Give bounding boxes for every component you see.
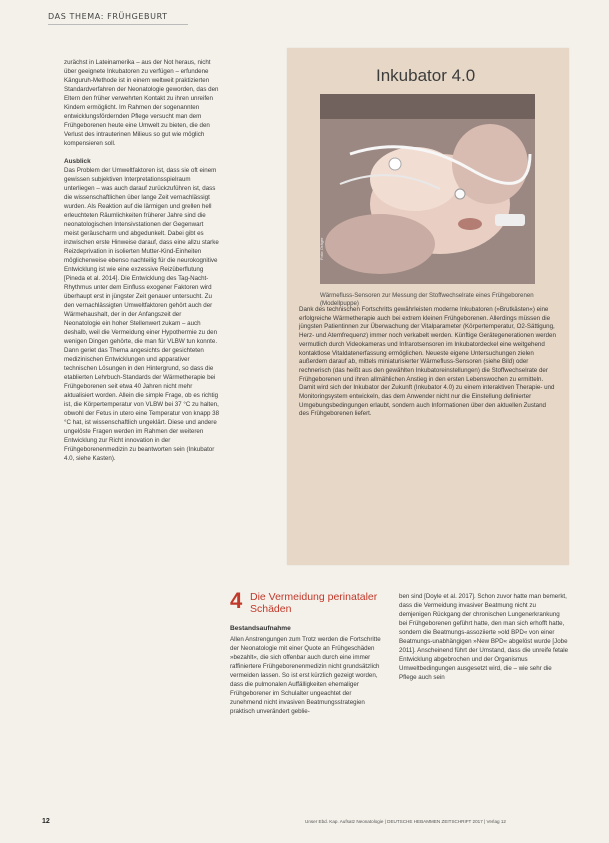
photo-caption: Wärmefluss-Sensoren zur Messung der Stoffwechselrate eines Frühgeborenen (Modellpuppe) — [320, 292, 534, 308]
page-number: 12 — [42, 818, 50, 825]
infobox-body — [299, 306, 557, 419]
right-column-text: ben sind [Doyle et al. 2017]. Schon zuvor hatte man bemerkt, dass die Vermeidung invasiver Beatmung nicht zu demjenigen Rückgang der chronischen Lungenerkrankung bei Frühgeborenen geführt hatte, den man sich erhofft hatte, sondern die Beatmungs-assoziierte »old BPD« von einer Beatmungs-unabhängigen »New BPD« abgelöst wurde [Jobe 2011]. Anscheinend führt der Umstand, dass die unreife fetale Entwicklung abgebrochen und der Organismus Umweltbedingungen ausgesetzt wird, die – wie sehr die Pflege auch sein — [399, 593, 569, 681]
footer-citation: Unser Ebd. Kap. Aufsatz Neonatologie | DEUTSCHE HEBAMMEN ZEITSCHRIFT 2017 | Verlag 12 — [305, 819, 506, 824]
incubator-infobox — [287, 48, 569, 565]
infobox-title: Inkubator 4.0 — [376, 66, 476, 85]
section-title: Die Vermeidung perinataler Schäden — [250, 591, 378, 615]
subheading-inventory: Bestandsaufnahme — [230, 625, 291, 632]
infobox-paragraph: Dank des technischen Fortschritts gewährleisten moderne Inkubatoren (»Brutkästen«) eine erfolgreiche Wärmetherapie auch bei extrem kleinen Frühgeborenen. Allerdings müssen die jüngsten Patientinnen zur Überwachung der Vitalparameter (Körpertemperatur, O2-Sättigung, Herz- und Atemfrequenz) immer noch verkabelt werden. Künftige Gerätegenerationen werden vermutlich durch Videokameras und Infrarotsensoren im Inkubatordeckel eine weitgehend kontaktlose Vitaldatenerfassung ermöglichen. Neueste eigene Untersuchungen zielen außerdem darauf ab, mittels miniaturisierter Wärmefluss-Sensoren (siehe Bild) oder rechnerisch (das heißt aus den gewählten Inkubatoreinstellungen) die Stoffwechselrate der Frühgeborenen und ihren allmählichen Anstieg in den ersten Lebenswochen zu ermitteln. Damit wird sich der Inkubator der Zukunft (Inkubator 4.0) zu einem interaktiven Therapie- und Monitoringsystem entwickeln, das dem Anwender nicht nur die Einstellung definierter Umgebungsbedingungen erlaubt, sondern auch Informationen über den aktuellen Zustand des Frühgeborenen liefert. — [299, 306, 556, 418]
baby-photo-illustration — [320, 94, 535, 284]
section-header: DAS THEMA: FRÜHGEBURT — [48, 12, 168, 21]
outlook-heading: Ausblick — [64, 158, 91, 165]
photo-credit: Foto: Dräger — [319, 237, 324, 260]
header-divider — [48, 24, 188, 25]
section-number: 4 — [230, 588, 243, 613]
left-paragraph-2: Das Problem der Umweltfaktoren ist, dass sie oft einem gewissen subjektiven Interpretationsspielraum unterliegen – was auch darauf zurückzuführen ist, dass die wissenschaftlichen über lange Zeit vernachlässigt wurden. Als Reaktion auf die lärmigen und grellen hell erleuchteten Räumlichkeiten früherer Jahre sind die neonatologischen Intensivstationen der Gegenwart meist geräuscharm und abgedunkelt. Dabei gibt es inzwischen erste Hinweise darauf, dass eine allzu starke Reizdeprivation in isolierten Mutter-Kind-Einheiten möglicherweise ebenso nachteilig für die neurokognitive Entwicklung ist wie eine exzessive Reizüberflutung [Pineda et al. 2014]. Die Entwicklung des Tag-Nacht-Rhythmus unter dem Einfluss exogener Faktoren wird überhaupt erst in jüngster Zeit genauer untersucht. Zu den vernachlässigten Umweltfaktoren gehört auch der Wärmehaushalt, der in der Anfangszeit der Neonatologie ein hoher Stellenwert zukam – auch deshalb, weil die Vermeidung einer Hypothermie zu den wenigen Dingen gehörte, die man für VLBW tun konnte. Dann geriet das Thema angesichts der gesichteten medizinischen Entwicklungen und apparativer technischen Lösungen in den Hintergrund, so dass die etablierten Lehrbuch-Standards der Wärmetherapie bei Frühgeborenen seit etwa 40 Jahren nicht mehr aktualisiert worden. Allein die simple Frage, ob es richtig ist, die Körpertemperatur von VLBW bei 37 °C zu halten, obwohl der Fetus in utero eine Temperatur von knapp 38 °C hat, ist wissenschaftlich ungeklärt. Diese und andere ungelöste Fragen werden im Rahmen der weiteren Entwicklung zur Richt innovation in der Frühgeborenenmedizin zu beantworten sein (Inkubator 4.0, siehe Kasten). — [64, 167, 220, 462]
left-paragraph-1: zurächst in Lateinamerika – aus der Not heraus, nicht über geeignete Inkubatoren zu verfügen – erfundene Känguruh-Methode ist in einem weltweit praktizierten Standardverfahren der Neonatologie geworden, das den Eltern den früher verwehrten Kontakt zu ihren unreifen Kindern ermöglicht. Im Rahmen der sogenannten entwicklungsfördernden Pflege versucht man dem Frühgeborenen heute eine Umwelt zu bieten, die den Verlust des intrauterinen Milieus so gut wie möglich kompensieren soll. — [64, 59, 219, 147]
middle-column-text: Allen Anstrengungen zum Trotz werden die Fortschritte der Neonatologie mit einer Quote an Frühgeschäden »bezahlt«, die sich offenbar auch durch eine immer raffiniertere Frühgeborenenmedizin nicht grundsätzlich vermeiden lassen. So ist erst kürzlich gezeigt worden, dass die pulmonalen Auffälligkeiten ehemaliger Frühgeborener im Schulalter ungeachtet der zunehmend nicht invasiven Beatmungsstrategien praktisch unverändert geblie- — [230, 636, 381, 715]
incubator-photo — [320, 94, 535, 284]
left-column — [64, 58, 219, 472]
